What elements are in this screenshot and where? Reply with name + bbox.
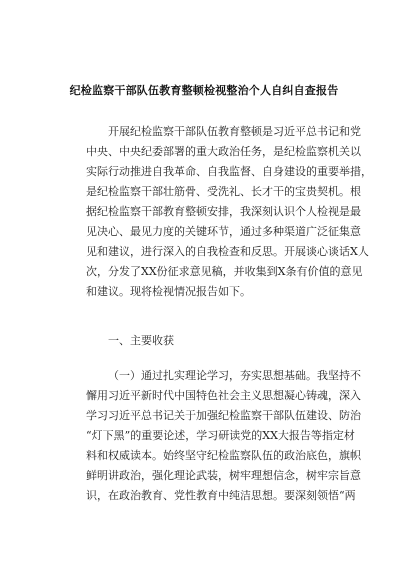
paragraph-line: 开展纪检监察干部队伍教育整顿是习近平总书记和党 <box>108 125 361 138</box>
report-title: 纪检监察干部队伍教育整顿检视整治个人自纠自查报告 <box>69 84 339 97</box>
paragraph-line: 料和权威读本。始终坚守纪检监察队伍的政治底色，旗帜 <box>86 449 361 462</box>
paragraph-line: 和建议。现将检视情况报告如下。 <box>86 285 251 298</box>
paragraph-line: 见和建议，进行深入的自我检查和反思。开展谈心谈话X人 <box>86 245 369 258</box>
paragraph-line: 次，分发了XX份征求意见稿，并收集到X条有价值的意见 <box>86 265 363 278</box>
section-paragraph <box>86 366 361 506</box>
paragraph-line: 识，在政治教育、党性教育中纯洁思想。要深刻领悟“两 <box>86 489 356 502</box>
paragraph-line: 鲜明讲政治，强化理论武装，树牢理想信念，树牢宗旨意 <box>86 469 361 482</box>
paragraph-line: （一）通过扎实理论学习，夯实思想基础。我坚持不 <box>108 369 361 382</box>
paragraph-line: 是纪检监察干部壮筋骨、受洗礼、长才干的宝贵契机。根 <box>86 185 361 198</box>
paragraph-line: 据纪检监察干部教育整顿安排，我深刻认识个人检视是最 <box>86 205 361 218</box>
paragraph-line: 实际行动推进自我革命、自我监督、自身建设的重要举措， <box>86 165 372 178</box>
paragraph-line: “灯下黑”的重要论述，学习研读党的XX大报告等指定材 <box>86 429 355 442</box>
paragraph-line: 中央、中央纪委部署的重大政治任务，是纪检监察机关以 <box>86 145 361 158</box>
paragraph-line: 见决心、最见力度的关键环节，通过多种渠道广泛征集意 <box>86 225 361 238</box>
section-heading: 一、主要收获 <box>108 334 174 347</box>
paragraph-line: 学习习近平总书记关于加强纪检监察干部队伍建设、防治 <box>86 409 361 422</box>
paragraph-line: 懈用习近平新时代中国特色社会主义思想凝心铸魂，深入 <box>86 389 361 402</box>
intro-paragraph <box>86 122 372 302</box>
